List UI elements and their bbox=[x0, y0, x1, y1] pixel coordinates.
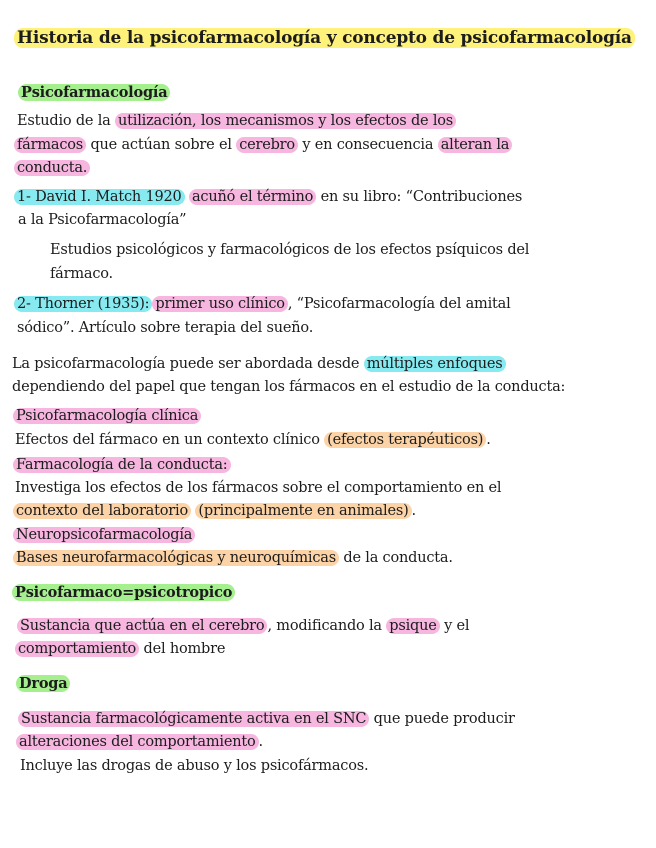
point-1-line-1: 1- David I. Match 1920 acuñó el término en su libro: “Contribuciones bbox=[14, 187, 522, 207]
droga-line-2: alteraciones del comportamiento . bbox=[16, 732, 263, 752]
neuro-text: Bases neurofarmacológicas y neuroquímicas de la conducta. bbox=[13, 548, 453, 568]
point-1-line-2: a la Psicofarmacología” bbox=[18, 212, 187, 228]
section-heading-psicofarmacologia: Psicofarmacología bbox=[18, 83, 170, 103]
conducta-line-1: Investiga los efectos de los fármacos sobre el comportamiento en el bbox=[15, 480, 502, 496]
clinica-text: Efectos del fármaco en un contexto clínico (efectos terapéuticos) . bbox=[15, 432, 491, 448]
point-2-line-2: sódico”. Artículo sobre terapia del sueño. bbox=[17, 320, 314, 336]
psicofarmaco-line-1: Sustancia que actúa en el cerebro , modificando la psique y el bbox=[17, 616, 469, 636]
definition-line-2: fármacos que actúan sobre el cerebro y en consecuencia alteran la bbox=[14, 135, 512, 155]
heading-farmacologia-conducta: Farmacología de la conducta: bbox=[13, 455, 231, 475]
section-heading-psicofarmaco: Psicofarmaco=psicotropico bbox=[12, 583, 235, 603]
page-title bbox=[14, 28, 635, 48]
enfoques-line-2: dependiendo del papel que tengan los fármacos en el estudio de la conducta: bbox=[12, 379, 566, 395]
point-1-sub-line-1: Estudios psicológicos y farmacológicos de los efectos psíquicos del bbox=[50, 242, 530, 258]
title-text: Historia de la psicofarmacología y concepto de psicofarmacología bbox=[14, 28, 635, 48]
section-heading-droga: Droga bbox=[16, 674, 70, 694]
definition-line-1: Estudio de la utilización, los mecanismos y los efectos de los bbox=[17, 111, 456, 131]
psicofarmaco-line-2: comportamiento del hombre bbox=[15, 639, 225, 659]
droga-line-3: Incluye las drogas de abuso y los psicofármacos. bbox=[20, 758, 369, 774]
conducta-line-2: contexto del laboratorio (principalmente en animales) . bbox=[13, 501, 416, 521]
point-2-line-1: 2- Thorner (1935): primer uso clínico , “Psicofarmacología del amital bbox=[14, 294, 511, 314]
heading-psicofarmacologia-clinica: Psicofarmacología clínica bbox=[13, 406, 201, 426]
enfoques-line-1: La psicofarmacología puede ser abordada desde múltiples enfoques bbox=[12, 354, 506, 374]
point-1-sub-line-2: fármaco. bbox=[50, 266, 113, 282]
definition-line-3: conducta. bbox=[14, 158, 90, 178]
droga-line-1: Sustancia farmacológicamente activa en el SNC que puede producir bbox=[18, 709, 515, 729]
heading-neuropsicofarmacologia: Neuropsicofarmacología bbox=[13, 525, 195, 545]
